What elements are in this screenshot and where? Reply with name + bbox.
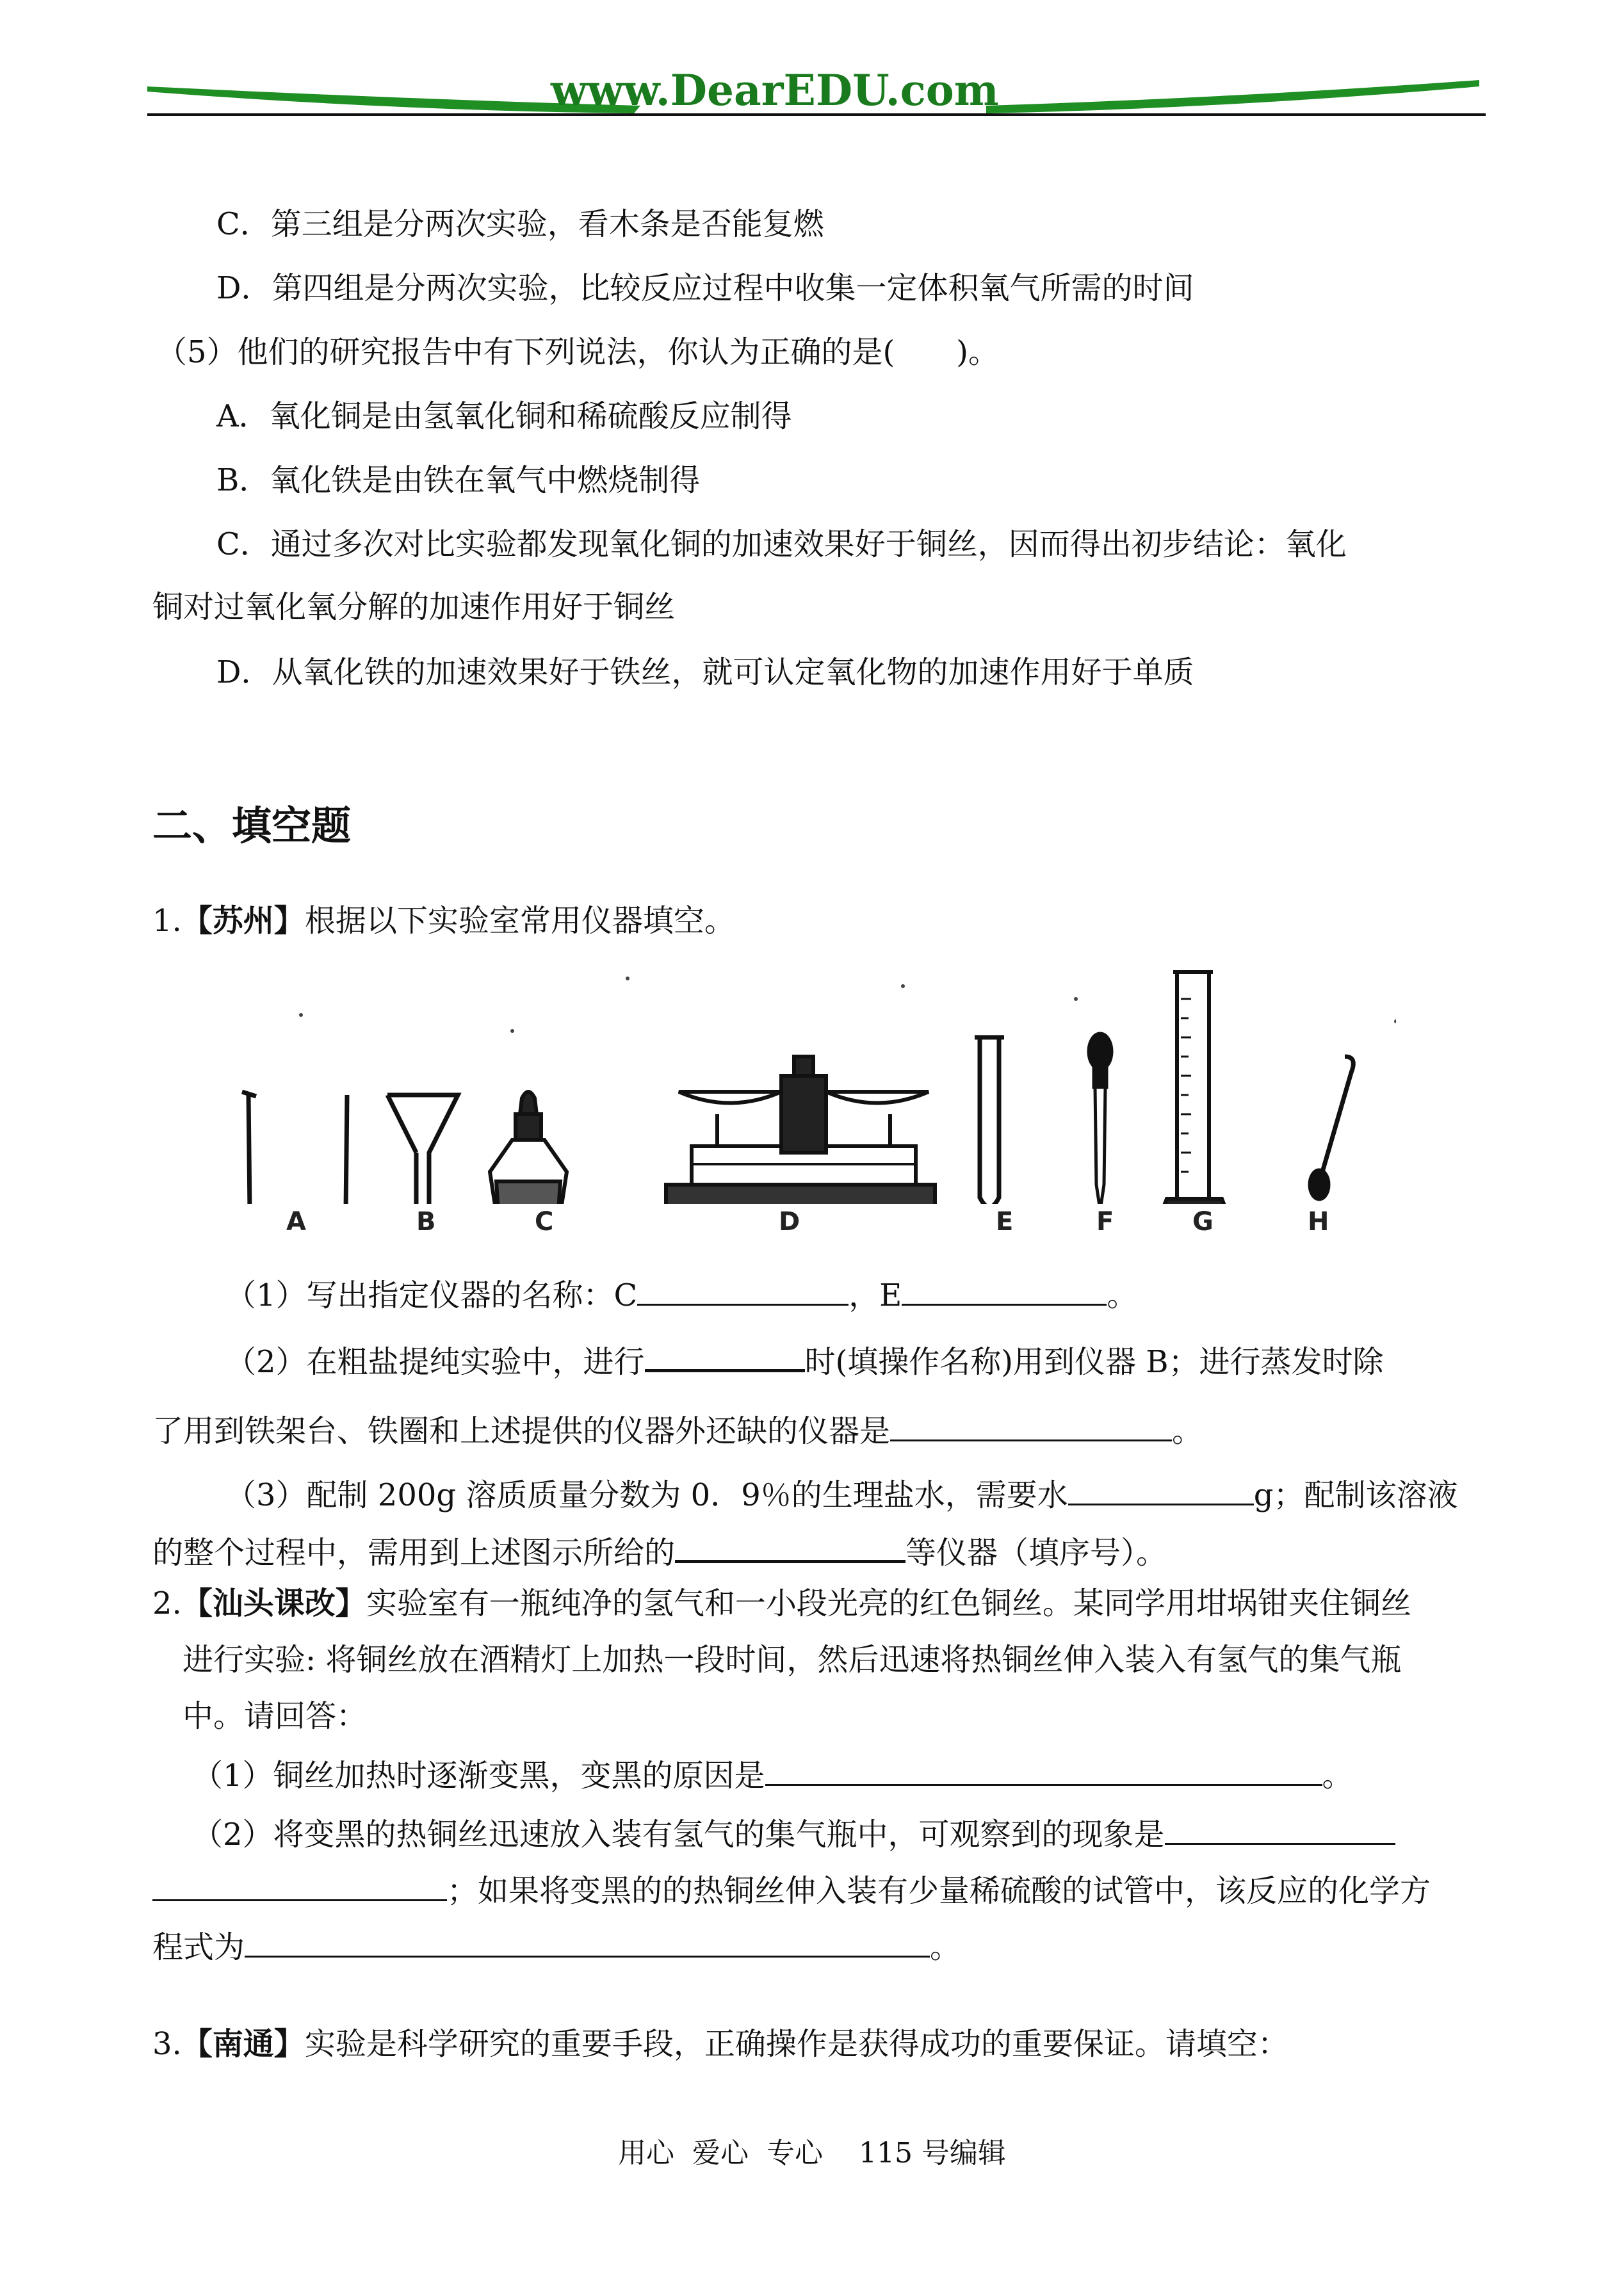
scan-specks — [299, 977, 1396, 1033]
q5-stem: （5）他们的研究报告中有下列说法，你认为正确的是( )。 — [156, 334, 999, 370]
answer-blank-c[interactable] — [637, 1276, 849, 1306]
q5-option-c-line2: 铜对过氧化氧分解的加速作用好于铜丝 — [152, 589, 676, 625]
q1-part3-line2-end: 等仪器（填序号）。 — [905, 1535, 1167, 1571]
label-e: E — [996, 1207, 1014, 1237]
q1-part2 — [225, 1341, 1384, 1381]
q1-number: 1. — [152, 903, 182, 939]
q2-part2-line2-text: ；如果将变黑的的热铜丝伸入装有少量稀硫酸的试管中，该反应的化学方 — [447, 1873, 1431, 1909]
q3-number: 3. — [152, 2026, 182, 2062]
q1-part3-suffix: g；配制该溶液 — [1253, 1477, 1458, 1513]
q2-part2-line3-end: 。 — [930, 1929, 961, 1965]
q2-tag: 【汕头课改】 — [181, 1585, 366, 1621]
label-c: C — [535, 1207, 554, 1237]
q1-part2-prefix: （2）在粗盐提纯实验中，进行 — [225, 1344, 645, 1380]
graduated-cylinder-icon — [1162, 972, 1226, 1204]
q1-stem-line — [152, 902, 735, 940]
label-g: G — [1192, 1207, 1214, 1237]
apparatus-figure — [231, 961, 1396, 1204]
q2-part1-end: 。 — [1322, 1758, 1353, 1794]
beaker-icon — [242, 1092, 347, 1204]
label-b: B — [416, 1207, 436, 1237]
dropper-icon — [1089, 1034, 1112, 1204]
q2-stem-line1 — [152, 1584, 1411, 1623]
q1-part1-prefix: （1）写出指定仪器的名称：C — [225, 1277, 638, 1313]
q3-tag: 【南通】 — [181, 2026, 305, 2062]
q2-stem1: 实验室有一瓶纯净的氢气和一小段光亮的红色铜丝。某同学用坩埚钳夹住铜丝 — [366, 1585, 1411, 1621]
funnel-icon — [387, 1095, 458, 1204]
label-a: A — [286, 1207, 306, 1237]
q1-part3 — [225, 1475, 1458, 1514]
spatula-icon — [1310, 1057, 1353, 1199]
q2-part2-text: （2）将变黑的热铜丝迅速放入装有氢气的集气瓶中，可观察到的现象是 — [192, 1817, 1165, 1853]
q2-part2-line3-text: 程式为 — [152, 1929, 245, 1965]
q2-part2-line2 — [152, 1871, 1431, 1910]
answer-blank-water[interactable] — [1068, 1475, 1254, 1505]
q2-part2 — [192, 1815, 1395, 1854]
answer-blank-e[interactable] — [902, 1276, 1107, 1306]
option-c-q4: C．第三组是分两次实验，看木条是否能复燃 — [216, 206, 824, 242]
q2-part2-line3 — [152, 1927, 961, 1967]
q1-part2-end: 。 — [1172, 1413, 1203, 1449]
answer-blank-instruments[interactable] — [675, 1532, 905, 1563]
q3-stem: 实验是科学研究的重要手段，正确操作是获得成功的重要保证。请填空： — [304, 2026, 1288, 2062]
page-footer: 用心 爱心 专心 115 号编辑 — [618, 2137, 1006, 2169]
label-d: D — [779, 1207, 800, 1237]
option-d-q4: D．第四组是分两次实验，比较反应过程中收集一定体积氧气所需的时间 — [216, 270, 1194, 306]
q2-number: 2. — [152, 1585, 182, 1621]
q3-stem-line — [152, 2025, 1288, 2063]
answer-blank-phenomenon-b[interactable] — [152, 1871, 447, 1901]
q1-part2-line2 — [152, 1411, 1203, 1450]
q1-part2-line2-text: 了用到铁架台、铁圈和上述提供的仪器外还缺的仪器是 — [152, 1413, 891, 1449]
q5-option-c-line1: C．通过多次对比实验都发现氧化铜的加速效果好于铜丝，因而得出初步结论：氧化 — [216, 526, 1347, 562]
q5-option-a: A．氧化铜是由氢氧化铜和稀硫酸反应制得 — [216, 398, 792, 434]
q5-option-b: B．氧化铁是由铁在氧气中燃烧制得 — [216, 462, 701, 498]
q2-stem-line3: 中。请回答： — [183, 1698, 368, 1734]
balance-scale-icon — [666, 1057, 935, 1204]
answer-blank-missing-instrument[interactable] — [890, 1411, 1172, 1441]
q1-stem: 根据以下实验室常用仪器填空。 — [304, 903, 735, 939]
answer-blank-blackening-cause[interactable] — [765, 1756, 1322, 1786]
label-h: H — [1308, 1207, 1329, 1237]
site-logo-text: www.DearEDU.com — [551, 65, 999, 115]
answer-blank-phenomenon-a[interactable] — [1165, 1815, 1395, 1845]
answer-blank-operation[interactable] — [645, 1341, 805, 1372]
q1-part1-mid: ，E — [849, 1277, 902, 1313]
answer-blank-equation[interactable] — [245, 1927, 930, 1958]
test-tube-icon — [975, 1037, 1004, 1204]
q1-part1-end: 。 — [1107, 1277, 1138, 1313]
alcohol-lamp-icon — [490, 1092, 567, 1204]
section-title: 二、填空题 — [152, 802, 352, 849]
q5-option-d: D．从氧化铁的加速效果好于铁丝，就可认定氧化物的加速作用好于单质 — [216, 654, 1194, 690]
q1-part2-suffix: 时(填操作名称)用到仪器 B；进行蒸发时除 — [804, 1344, 1384, 1380]
q2-stem-line2: 进行实验: 将铜丝放在酒精灯上加热一段时间，然后迅速将热铜丝伸入装入有氢气的集气瓶 — [183, 1642, 1402, 1678]
q1-part1 — [225, 1276, 1137, 1315]
q1-part3-line2 — [152, 1532, 1167, 1572]
q1-part3-prefix: （3）配制 200g 溶质质量分数为 0．9％的生理盐水，需要水 — [225, 1477, 1068, 1513]
q2-part1 — [192, 1756, 1353, 1795]
label-f: F — [1096, 1207, 1114, 1237]
q1-tag: 【苏州】 — [181, 903, 305, 939]
q1-part3-line2-text: 的整个过程中，需用到上述图示所给的 — [152, 1535, 676, 1571]
q2-part1-text: （1）铜丝加热时逐渐变黑，变黑的原因是 — [192, 1758, 765, 1794]
